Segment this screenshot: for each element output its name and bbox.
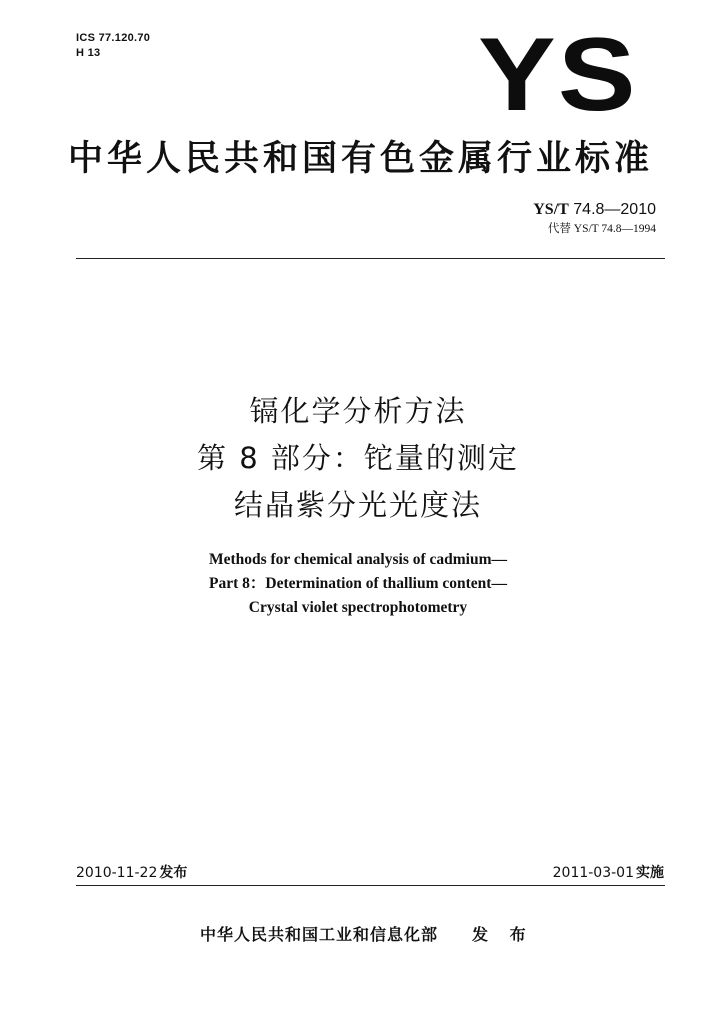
classification-codes	[76, 31, 150, 61]
english-title-line-3: Crystal violet spectrophotometry	[248, 599, 468, 616]
implementation-label: 实施	[636, 865, 664, 881]
standard-code-prefix: YS/T	[533, 201, 569, 218]
issuer-label: 发 布	[472, 925, 534, 944]
english-title	[0, 548, 716, 620]
publication-date	[76, 862, 187, 882]
ics-code: ICS 77.120.70	[76, 32, 151, 44]
ccs-code: H 13	[76, 47, 101, 59]
top-divider	[76, 258, 665, 259]
publication-date-value: 2010-11-22	[76, 865, 158, 881]
chinese-title-line-1: 镉化学分析方法	[249, 394, 467, 428]
english-title-line-1: Methods for chemical analysis of cadmium—	[208, 551, 508, 568]
bottom-divider	[76, 885, 665, 886]
standard-number	[533, 201, 656, 219]
issuing-authority	[200, 922, 534, 945]
english-title-line-2: Part 8：Determination of thallium content—	[209, 575, 507, 592]
publication-label: 发布	[159, 865, 188, 881]
ys-logo: YS	[478, 17, 638, 133]
chinese-title-line-2: 第 8 部分：铊量的测定	[197, 441, 519, 475]
organization-title: 中华人民共和国有色金属行业标准	[68, 139, 654, 179]
chinese-title	[0, 388, 716, 529]
implementation-date	[553, 862, 664, 882]
replaces-standard: 代替 YS/T 74.8—1994	[547, 223, 656, 235]
issuer-name: 中华人民共和国工业和信息化部	[200, 925, 439, 944]
implementation-date-value: 2011-03-01	[552, 865, 634, 881]
standard-code-number: 74.8—2010	[573, 201, 656, 218]
chinese-title-line-3: 结晶紫分光光度法	[233, 488, 482, 522]
